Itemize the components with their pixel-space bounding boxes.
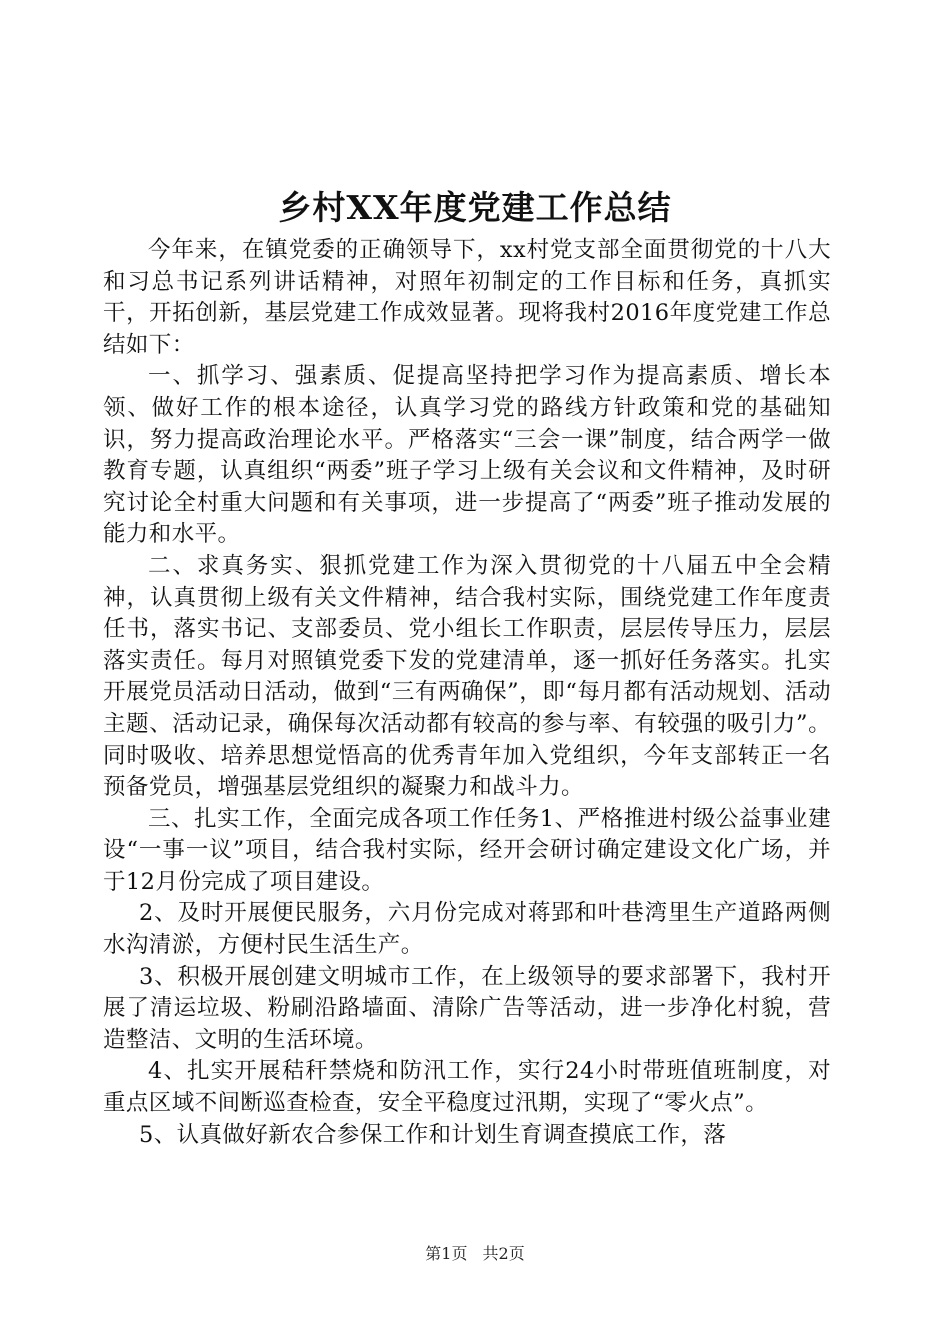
paragraph-item-5: 5、认真做好新农合参保工作和计划生育调查摸底工作，落 [139, 1121, 727, 1148]
paragraph-item-4: 4、扎实开展秸秆禁烧和防汛工作，实行24小时带班值班制度，对重点区域不间断巡查检查，安全平稳度过汛期，实现了“零火点”。 [103, 1058, 831, 1117]
page-number-total: 共2页 [482, 1244, 525, 1263]
document-title: 乡村XX年度党建工作总结 [278, 188, 672, 227]
paragraph-section-2: 二、求真务实、狠抓党建工作为深入贯彻党的十八届五中全会精神，认真贯彻上级有关文件精神，结合我村实际，围绕党建工作年度责任书，落实书记、支部委员、党小组长工作职责，层层传导压力，层层落实责任。每月对照镇党委下发的党建清单，逐一抓好任务落实。扎实开展党员活动日活动，做到“三有两确保”，即“每月都有活动规划、活动主题、活动记录，确保每次活动都有较高的参与率、有较强的吸引力”。同时吸收、培养思想觉悟高的优秀青年加入党组织，今年支部转正一名预备党员，增强基层党组织的凝聚力和战斗力。 [103, 552, 831, 801]
paragraph-section-3: 三、扎实工作，全面完成各项工作任务1、严格推进村级公益事业建设“一事一议”项目，结合我村实际，经开会研讨确定建设文化广场，并于12月份完成了项目建设。 [103, 805, 831, 895]
paragraph-item-2: 2、及时开展便民服务，六月份完成对蒋郢和叶巷湾里生产道路两侧水沟清淤，方便村民生活生产。 [103, 900, 831, 959]
page-number-current: 第1页 [425, 1244, 468, 1263]
page-footer [0, 1244, 950, 1264]
paragraph-intro: 今年来，在镇党委的正确领导下，xx村党支部全面贯彻党的十八大和习总书记系列讲话精神，对照年初制定的工作目标和任务，真抓实干，开拓创新，基层党建工作成效显著。现将我村2016年度党建工作总结如下： [103, 237, 831, 358]
paragraph-item-3: 3、积极开展创建文明城市工作，在上级领导的要求部署下，我村开展了清运垃圾、粉刷沿路墙面、清除广告等活动，进一步净化村貌，营造整洁、文明的生活环境。 [103, 963, 831, 1053]
document-body [103, 235, 831, 1151]
paragraph-section-1: 一、抓学习、强素质、促提高坚持把学习作为提高素质、增长本领、做好工作的根本途径，认真学习党的路线方针政策和党的基础知识，努力提高政治理论水平。严格落实“三会一课”制度，结合两学一做教育专题，认真组织“两委”班子学习上级有关会议和文件精神，及时研究讨论全村重大问题和有关事项，进一步提高了“两委”班子推动发展的能力和水平。 [103, 363, 831, 548]
